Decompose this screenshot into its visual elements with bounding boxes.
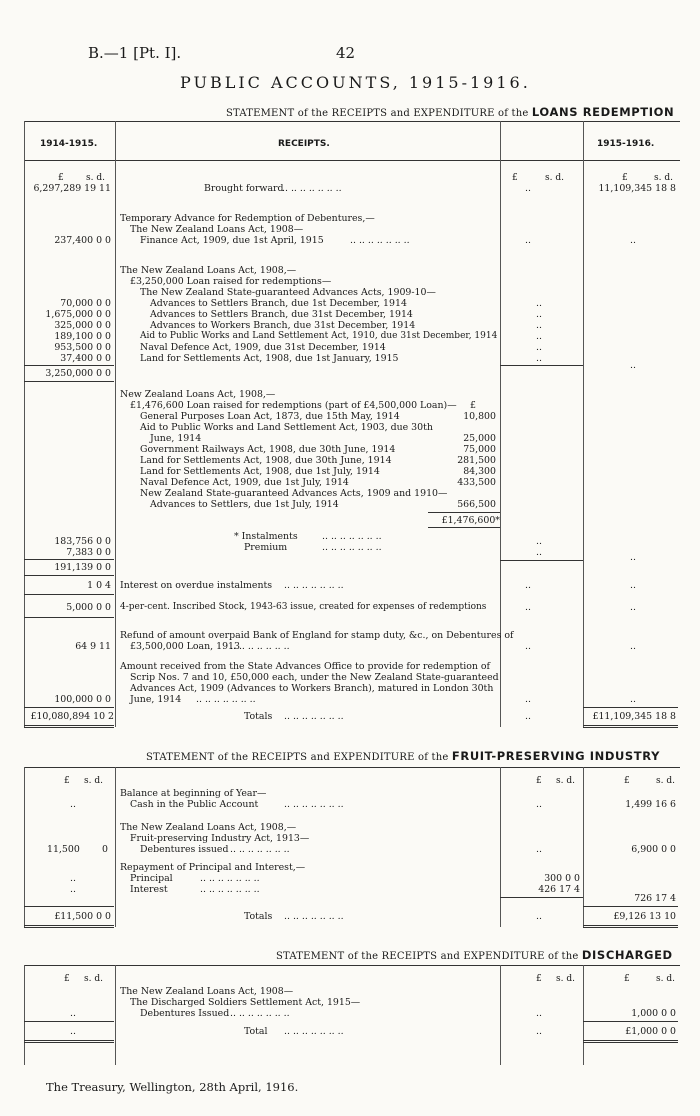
fruit-balance-line2: Cash in the Public Account: [130, 799, 259, 810]
fruit-totals-label: Totals: [244, 911, 273, 922]
nzla2-item-label: Land for Settlements Act, 1908, due 30th June, 1914: [140, 455, 392, 466]
nzla-item-label: Advances to Workers Branch, due 31st December, 1914: [150, 320, 416, 331]
nzla-item-prev: 189,100 0 0: [54, 331, 111, 342]
nzla-line1: The New Zealand Loans Act, 1908,—: [120, 265, 297, 276]
nzla2-item-amount: 433,500: [457, 477, 496, 488]
nzla-item-prev: 37,400 0 0: [60, 353, 111, 364]
nzla-item-prev: 953,500 0 0: [54, 342, 111, 353]
loans-account-name: LOANS REDEMPTION: [531, 105, 675, 119]
instalments-label: * Instalments: [234, 531, 298, 542]
loans-curr-sd-head: s. d.: [654, 173, 673, 183]
nzla2-item-amount: 566,500: [457, 499, 496, 510]
fruit-statement-title: [146, 749, 660, 763]
disc-prev-sd-head: s. d.: [84, 974, 103, 984]
nzla-item-label: Advances to Settlers Branch, due 31st December, 1914: [150, 309, 413, 320]
disc-total-label: Total: [244, 1026, 268, 1037]
inscribed-prev: 5,000 0 0: [66, 602, 111, 613]
disc-curr: 1,000 0 0: [631, 1008, 676, 1019]
mid-dots: ..: [525, 694, 531, 705]
inscribed-label: 4-per-cent. Inscribed Stock, 1943-63 issue, created for expenses of redemptions: [120, 602, 487, 612]
refund-prev: 64 9 11: [75, 641, 111, 652]
mid-dots: ..: [525, 235, 531, 246]
nzla2-line1: New Zealand Loans Act, 1908,—: [120, 389, 276, 400]
nzla-subtotal: 3,250,000 0 0: [45, 368, 111, 379]
loans-prev-sd-head: s. d.: [86, 173, 105, 183]
fruit-mid-sd-head: s. d.: [556, 776, 575, 786]
nzla-line3: The New Zealand State-guaranteed Advances Acts, 1909-10—: [140, 287, 436, 298]
nzla-item-label: Advances to Settlers Branch, due 1st December, 1914: [150, 298, 407, 309]
statement-prefix: STATEMENT of the RECEIPTS and EXPENDITURE of the: [276, 951, 579, 962]
fruit-mid-pound-head: £: [536, 776, 542, 786]
fruit-interest: 426 17 4: [538, 884, 580, 895]
fruit-loans-prev-d: 0: [102, 844, 108, 855]
leader-dots: .. .. .. .. .. .. ..: [284, 799, 344, 810]
nzla2-line2: £1,476,600 Loan raised for redemptions (part of £4,500,000 Loan)—: [130, 400, 457, 411]
brought-forward-prev: 6,297,289 19 11: [33, 183, 111, 194]
nzla2-total: £1,476,600*: [441, 515, 500, 526]
mid-dots: ..: [536, 911, 542, 922]
nzla-item-label: Land for Settlements Act, 1908, due 1st January, 1915: [140, 353, 399, 364]
disc-curr-sd-head: s. d.: [656, 974, 675, 984]
fruit-curr-pound-head: £: [624, 776, 630, 786]
fruit-balance-curr: 1,499 16 6: [625, 799, 676, 810]
loans-curr-pound-head: £: [622, 173, 628, 183]
curr-dots: ..: [630, 552, 636, 563]
nzla2-item-label: Advances to Settlers, due 1st July, 1914: [150, 499, 339, 510]
nzla2-item-label: General Purposes Loan Act, 1873, due 15th May, 1914: [140, 411, 400, 422]
leader-dots: .. .. .. .. .. .. ..: [196, 694, 256, 705]
footer-signoff: The Treasury, Wellington, 28th April, 1916.: [46, 1080, 299, 1094]
mid-dots: ..: [525, 183, 531, 194]
loans-col-1914-1915: 1914-1915.: [40, 139, 98, 149]
disc-line3: Debentures Issued: [140, 1008, 230, 1019]
state-adv-line1: Amount received from the State Advances Office to provide for redemption of: [120, 661, 490, 672]
leader-dots: .. .. .. .. .. .. ..: [230, 844, 290, 855]
nzla2-item-label: Land for Settlements Act, 1908, due 1st July, 1914: [140, 466, 380, 477]
fruit-principal: 300 0 0: [544, 873, 580, 884]
nzla-item-label: Naval Defence Act, 1909, due 31st December, 1914: [140, 342, 386, 353]
prev-dots: ..: [70, 1026, 76, 1037]
fruit-loans-line3: Debentures issued: [140, 844, 229, 855]
nzla2-item-amount: 25,000: [463, 433, 496, 444]
leader-dots: .. .. .. .. .. .. ..: [284, 1026, 344, 1037]
leader-dots: .. .. .. .. .. .. ..: [230, 641, 290, 652]
loans-mid-pound-head: £: [512, 173, 518, 183]
nzla-item-prev: 325,000 0 0: [54, 320, 111, 331]
fruit-totals-prev: £11,500 0 0: [54, 911, 111, 922]
temp-advance-prev: 237,400 0 0: [54, 235, 111, 246]
fruit-curr-sd-head: s. d.: [656, 776, 675, 786]
disc-prev-pound-head: £: [64, 974, 70, 984]
mid-dots: ..: [536, 1008, 542, 1019]
premium-label: Premium: [244, 542, 288, 553]
fruit-account-name: FRUIT-PRESERVING INDUSTRY: [451, 749, 661, 763]
statement-prefix: STATEMENT of the RECEIPTS and EXPENDITURE of the: [146, 752, 449, 763]
disc-curr-pound-head: £: [624, 974, 630, 984]
nzla2-item-amount: 75,000: [463, 444, 496, 455]
premium-prev: 7,383 0 0: [66, 547, 111, 558]
nzla2-item-amount: 10,800: [463, 411, 496, 422]
leader-dots: .. .. .. .. .. .. ..: [284, 911, 344, 922]
instalments-prev: 183,756 0 0: [54, 536, 111, 547]
curr-dots: ..: [630, 360, 636, 371]
page-number: 42: [336, 44, 356, 62]
fruit-interest-label: Interest: [130, 884, 168, 895]
state-adv-line2: Scrip Nos. 7 and 10, £50,000 each, under the New Zealand State-guaranteed: [130, 672, 499, 683]
fruit-prev-pound-head: £: [64, 776, 70, 786]
disc-line1: The New Zealand Loans Act, 1908—: [120, 986, 294, 997]
loans-col-receipts: RECEIPTS.: [278, 139, 330, 149]
mid-dots: ..: [525, 711, 531, 722]
fruit-repay-sum: 726 17 4: [634, 893, 676, 904]
nzla2-subtotal: 191,139 0 0: [54, 562, 111, 573]
loans-totals-curr: £11,109,345 18 8: [592, 711, 676, 722]
temp-advance-line2: The New Zealand Loans Act, 1908—: [130, 224, 304, 235]
mid-dots: ..: [525, 641, 531, 652]
mid-dots: ..: [536, 1026, 542, 1037]
nzla2-item-amount: 84,300: [463, 466, 496, 477]
leader-dots: .. .. .. .. .. .. ..: [350, 235, 410, 246]
nzla-item-label: Aid to Public Works and Land Settlement Act, 1910, due 31st December, 1914: [140, 331, 498, 341]
discharged-account-name: DISCHARGED: [581, 948, 673, 962]
mid-dots: ..: [536, 844, 542, 855]
loans-totals-label: Totals: [244, 711, 273, 722]
nzla2-item-label: Aid to Public Works and Land Settlement Act, 1903, due 30th: [140, 422, 433, 433]
loans-mid-sd-head: s. d.: [545, 173, 564, 183]
loans-statement-title: [226, 105, 674, 119]
state-adv-prev: 100,000 0 0: [54, 694, 111, 705]
fruit-balance-line1: Balance at beginning of Year—: [120, 788, 267, 799]
leader-dots: .. .. .. .. .. .. ..: [284, 580, 344, 591]
fruit-repay-line1: Repayment of Principal and Interest,—: [120, 862, 306, 873]
nzla2-pound-head: £: [470, 400, 476, 411]
leader-dots: .. .. .. .. .. .. ..: [282, 183, 342, 194]
disc-total: £1,000 0 0: [625, 1026, 676, 1037]
leader-dots: .. .. .. .. .. .. ..: [322, 542, 382, 553]
loans-col-1915-1916: 1915-1916.: [597, 139, 655, 149]
nzla2-item-label: Naval Defence Act, 1909, due 1st July, 1914: [140, 477, 349, 488]
disc-mid-sd-head: s. d.: [556, 974, 575, 984]
nzla2-item-label: New Zealand State-guaranteed Advances Acts, 1909 and 1910—: [140, 488, 448, 499]
loans-totals-prev: £10,080,894 10 2: [30, 711, 114, 722]
curr-dots: ..: [630, 235, 636, 246]
curr-dots: ..: [630, 602, 636, 613]
prev-dots: ..: [70, 873, 76, 884]
report-reference: B.—1 [Pt. I].: [88, 44, 182, 62]
mid-dots-column: .. ..: [536, 536, 542, 558]
disc-mid-pound-head: £: [536, 974, 542, 984]
fruit-loans-line2: Fruit-preserving Industry Act, 1913—: [130, 833, 310, 844]
mid-dots: ..: [525, 580, 531, 591]
loans-prev-pound-head: £: [58, 173, 64, 183]
leader-dots: .. .. .. .. .. .. ..: [200, 884, 260, 895]
leader-dots: .. .. .. .. .. .. ..: [322, 531, 382, 542]
fruit-loans-curr: 6,900 0 0: [631, 844, 676, 855]
fruit-principal-label: Principal: [130, 873, 173, 884]
nzla2-item-amount: 281,500: [457, 455, 496, 466]
refund-line2: £3,500,000 Loan, 1913: [130, 641, 240, 652]
state-adv-line3: Advances Act, 1909 (Advances to Workers Branch), matured in London 30th: [130, 683, 494, 694]
prev-dots: ..: [70, 884, 76, 895]
brought-forward-curr: 11,109,345 18 8: [598, 183, 676, 194]
leader-dots: .. .. .. .. .. .. ..: [284, 711, 344, 722]
prev-dots: ..: [70, 1008, 76, 1019]
mid-dots-column: .. .. .. .. .. ..: [536, 298, 542, 364]
nzla2-item-label: Government Railways Act, 1908, due 30th June, 1914: [140, 444, 396, 455]
prev-dots: ..: [70, 799, 76, 810]
disc-line2: The Discharged Soldiers Settlement Act, 1915—: [130, 997, 361, 1008]
nzla-item-prev: 70,000 0 0: [60, 298, 111, 309]
brought-forward-label: Brought forward: [204, 183, 284, 194]
fruit-loans-line1: The New Zealand Loans Act, 1908,—: [120, 822, 297, 833]
curr-dots: ..: [630, 641, 636, 652]
curr-dots: ..: [630, 694, 636, 705]
nzla-item-prev: 1,675,000 0 0: [45, 309, 111, 320]
page-title: PUBLIC ACCOUNTS, 1915-1916.: [180, 73, 531, 92]
leader-dots: .. .. .. .. .. .. ..: [200, 873, 260, 884]
fruit-prev-sd-head: s. d.: [84, 776, 103, 786]
leader-dots: .. .. .. .. .. .. ..: [230, 1008, 290, 1019]
temp-advance-line1: Temporary Advance for Redemption of Debentures,—: [120, 213, 375, 224]
interest-prev: 1 0 4: [87, 580, 111, 591]
curr-dots: ..: [630, 580, 636, 591]
mid-dots: ..: [525, 602, 531, 613]
discharged-statement-title: [276, 948, 673, 962]
fruit-loans-prev-pounds: 11,500: [47, 844, 80, 855]
temp-advance-line3: Finance Act, 1909, due 1st April, 1915: [140, 235, 324, 246]
fruit-totals-curr: £9,126 13 10: [613, 911, 676, 922]
statement-prefix: STATEMENT of the RECEIPTS and EXPENDITURE of the: [226, 108, 529, 119]
nzla-line2: £3,250,000 Loan raised for redemptions—: [130, 276, 332, 287]
mid-dots: ..: [536, 799, 542, 810]
nzla2-item-label: June, 1914: [150, 433, 202, 444]
refund-line1: Refund of amount overpaid Bank of England for stamp duty, &c., on Debentures of: [120, 630, 514, 641]
interest-label: Interest on overdue instalments: [120, 580, 273, 591]
state-adv-line4: June, 1914: [130, 694, 182, 705]
